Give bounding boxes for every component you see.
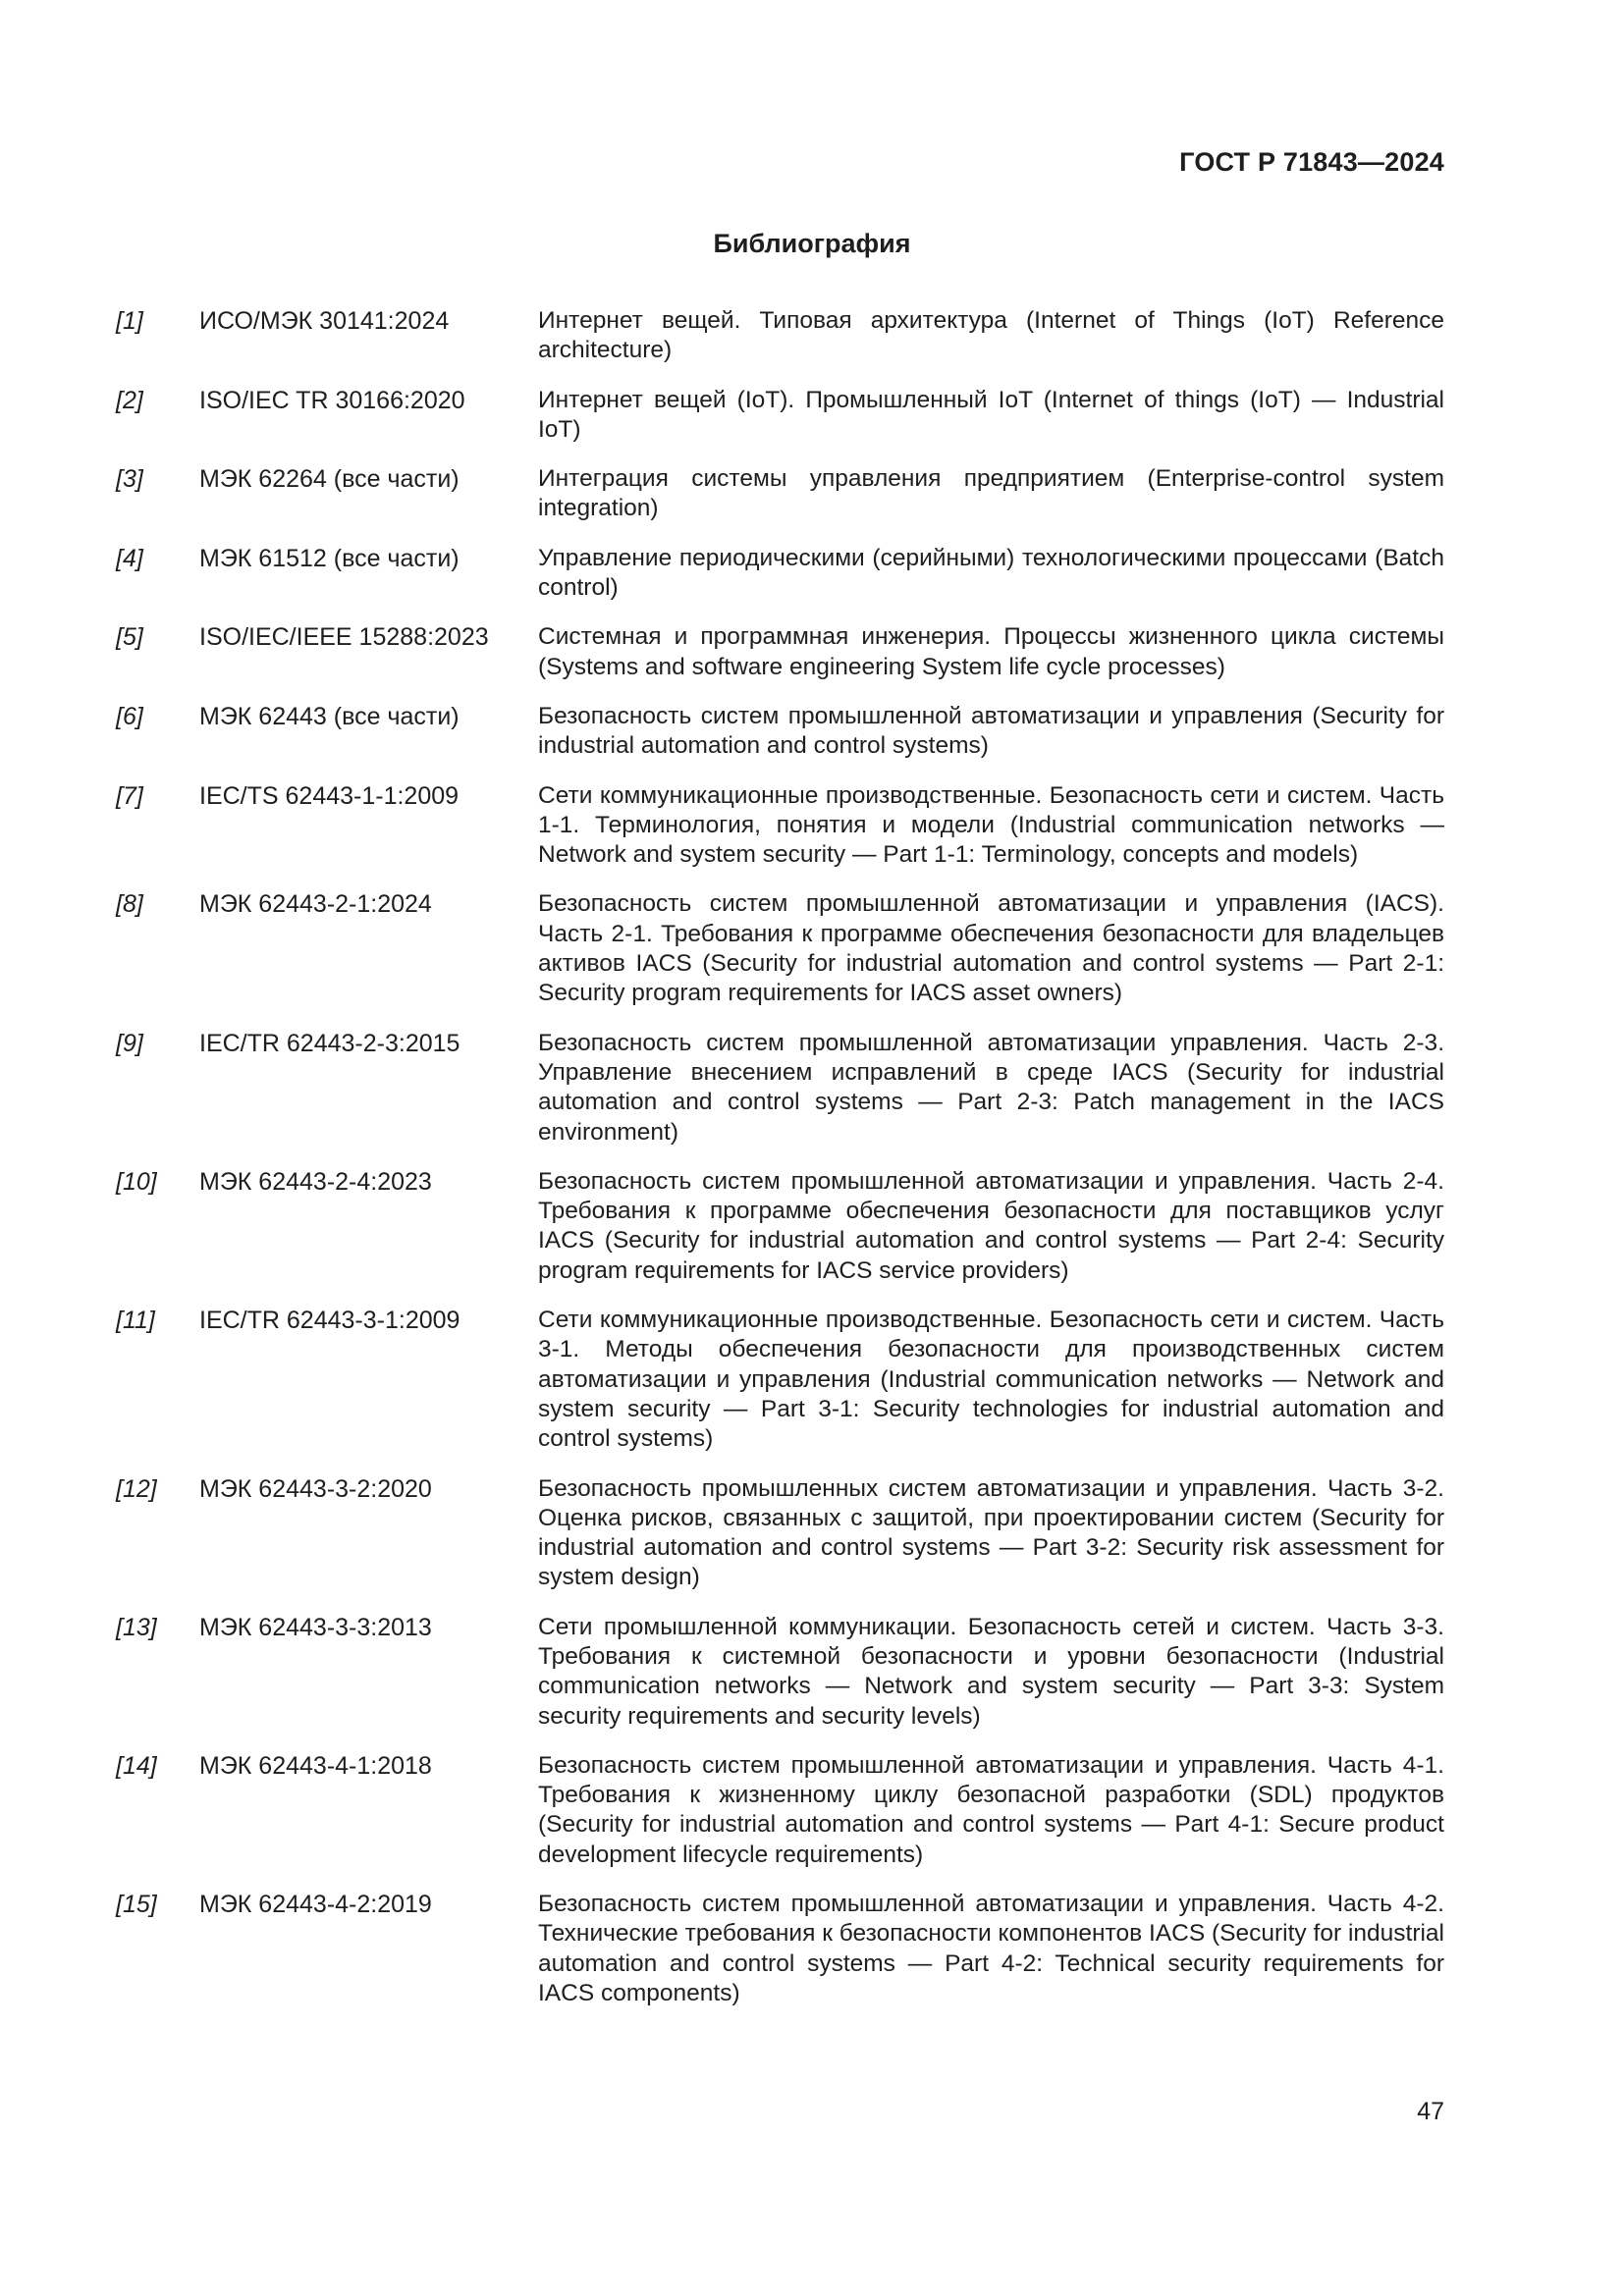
bibliography-entry — [116, 1890, 1444, 2008]
entry-number: [2] — [116, 386, 143, 414]
bibliography-entry — [116, 622, 1444, 682]
bibliography-entry — [116, 386, 1444, 446]
bibliography-entry — [116, 781, 1444, 871]
entry-title: Безопасность систем промышленной автоматизации и управления. Часть 4-2. Технические требования к безопасности компонентов IACS (Security for industrial automation and control systems — Part 4-2: Technical security requirements for IACS components) — [538, 1891, 1444, 2006]
bibliography-entry — [116, 1474, 1444, 1593]
entry-reference: МЭК 62443-4-2:2019 — [199, 1891, 432, 1919]
entry-reference: МЭК 62443-3-3:2013 — [199, 1613, 432, 1641]
bibliography-entry — [116, 1613, 1444, 1732]
entry-reference: IEC/TS 62443-1-1:2009 — [199, 781, 460, 810]
entry-reference: IEC/TR 62443-2-3:2015 — [199, 1029, 460, 1057]
entry-title: Безопасность промышленных систем автоматизации и управления. Часть 3-2. Оценка рисков, связанных с защитой, при проектировании систем (Security for industrial automation and control systems — Part 3-2: Security risk assessment for system design) — [538, 1474, 1444, 1591]
bibliography-entry — [116, 1751, 1444, 1870]
entry-number: [9] — [116, 1029, 143, 1057]
entry-number: [15] — [116, 1891, 157, 1919]
entry-reference: МЭК 62443 (все части) — [199, 702, 460, 730]
entry-reference: МЭК 62443-4-1:2018 — [199, 1751, 432, 1780]
page-title: Библиография — [713, 229, 911, 258]
entry-number: [3] — [116, 465, 143, 494]
entry-title: Интернет вещей. Типовая архитектура (Internet of Things (IoT) Reference architecture) — [538, 307, 1444, 364]
entry-title: Безопасность систем промышленной автоматизации и управления. Часть 4-1. Требования к жизненному циклу безопасной разработки (SDL) продуктов (Security for industrial automation and control systems — Part 4-1: Secure product development lifecycle requirements) — [538, 1751, 1444, 1868]
entry-title: Управление периодическими (серийными) технологическими процессами (Batch control) — [538, 544, 1444, 602]
entry-number: [14] — [116, 1751, 157, 1780]
entry-reference: МЭК 62443-2-1:2024 — [199, 890, 432, 919]
entry-reference: МЭК 61512 (все части) — [199, 544, 460, 572]
bibliography-entry — [116, 1167, 1444, 1286]
entry-reference: ISO/IEC/IEEE 15288:2023 — [199, 623, 489, 652]
entry-title: Сети коммуникационные производственные. Безопасность сети и систем. Часть 1-1. Терминология, понятия и модели (Industrial communication networks — Network and system security — Part 1-1: Terminology, concepts and models) — [538, 781, 1444, 869]
entry-title: Сети промышленной коммуникации. Безопасность сетей и систем. Часть 3-3. Требования к системной безопасности и уровни безопасности (Industrial communication networks — Network and system security — Part 3-3: System security requirements and security levels) — [538, 1613, 1444, 1730]
entry-title: Безопасность систем промышленной автоматизации управления. Часть 2-3. Управление внесением исправлений в среде IACS (Security for industrial automation and control systems — Part 2-3: Patch management in the IACS environment) — [538, 1029, 1444, 1146]
entry-reference: МЭК 62264 (все части) — [199, 465, 460, 494]
bibliography-list — [116, 306, 1444, 2028]
bibliography-entry — [116, 702, 1444, 762]
entry-reference: МЭК 62443-3-2:2020 — [199, 1474, 432, 1503]
entry-number: [12] — [116, 1474, 157, 1503]
entry-title: Безопасность систем промышленной автоматизации и управления (Security for industrial automation and control systems) — [538, 702, 1444, 760]
entry-title: Сети коммуникационные производственные. Безопасность сети и систем. Часть 3-1. Методы обеспечения безопасности для производственных систем автоматизации и управления (Industrial communication networks — Network and system security — Part 3-1: Security technologies for industrial automation and control systems) — [538, 1307, 1444, 1453]
entry-number: [4] — [116, 544, 143, 572]
entry-title: Интеграция системы управления предприятием (Enterprise-control system integration) — [538, 465, 1444, 522]
entry-reference: IEC/TR 62443-3-1:2009 — [199, 1307, 460, 1335]
entry-reference: ISO/IEC TR 30166:2020 — [199, 386, 465, 414]
entry-title: Системная и программная инженерия. Процессы жизненного цикла системы (Systems and software engineering System life cycle processes) — [538, 623, 1444, 680]
entry-reference: ИСО/МЭК 30141:2024 — [199, 307, 450, 335]
entry-number: [11] — [116, 1307, 155, 1335]
entry-title: Безопасность систем промышленной автоматизации и управления. Часть 2-4. Требования к программе обеспечения безопасности для поставщиков услуг IACS (Security for industrial automation and control systems — Part 2-4: Security program requirements for IACS service providers) — [538, 1167, 1444, 1284]
document-code: ГОСТ Р 71843—2024 — [1179, 147, 1444, 177]
entry-number: [13] — [116, 1613, 157, 1641]
entry-number: [1] — [116, 307, 143, 335]
entry-number: [10] — [116, 1167, 157, 1196]
page-number: 47 — [1417, 2098, 1444, 2125]
entry-title: Безопасность систем промышленной автоматизации и управления (IACS). Часть 2-1. Требования к программе обеспечения безопасности для владельцев активов IACS (Security for industrial automation and control systems — Part 2-1: Security program requirements for IACS asset owners) — [538, 890, 1444, 1007]
entry-number: [8] — [116, 890, 143, 919]
bibliography-entry — [116, 1029, 1444, 1148]
entry-title: Интернет вещей (IoT). Промышленный IoT (Internet of things (IoT) — Industrial IoT) — [538, 386, 1444, 443]
bibliography-entry — [116, 306, 1444, 366]
entry-reference: МЭК 62443-2-4:2023 — [199, 1167, 432, 1196]
bibliography-entry — [116, 889, 1444, 1008]
entry-number: [6] — [116, 702, 143, 730]
entry-number: [5] — [116, 623, 143, 652]
entry-number: [7] — [116, 781, 143, 810]
bibliography-entry — [116, 1306, 1444, 1454]
bibliography-entry — [116, 464, 1444, 524]
bibliography-entry — [116, 544, 1444, 604]
